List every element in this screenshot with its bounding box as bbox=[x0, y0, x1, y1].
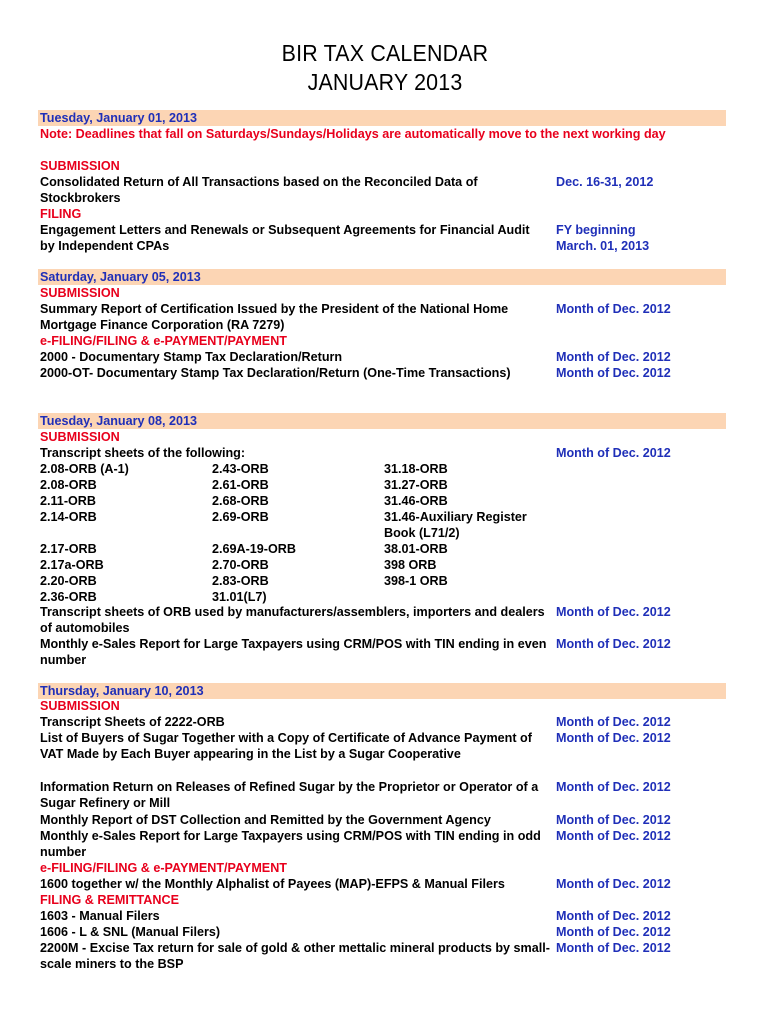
date-heading: Tuesday, January 08, 2013 bbox=[40, 414, 198, 428]
item-text: Sugar Refinery or Mill bbox=[40, 796, 171, 810]
due-period: March. 01, 2013 bbox=[556, 239, 650, 253]
item-text: number bbox=[40, 845, 87, 859]
orb-code: 2.69A-19-ORB bbox=[212, 542, 296, 556]
item-text: 2000 - Documentary Stamp Tax Declaration/Return bbox=[40, 350, 343, 364]
item-text: Engagement Letters and Renewals or Subsequent Agreements for Financial Audit bbox=[40, 223, 530, 237]
item-text: Stockbrokers bbox=[40, 191, 121, 205]
item-text: of automobiles bbox=[40, 621, 130, 635]
item-text: 2200M - Excise Tax return for sale of gold & other mettalic mineral products by small- bbox=[40, 941, 550, 955]
item-text: Transcript Sheets of 2222-ORB bbox=[40, 715, 225, 729]
item-text: Monthly e-Sales Report for Large Taxpayers using CRM/POS with TIN ending in even bbox=[40, 637, 547, 651]
due-period: Month of Dec. 2012 bbox=[556, 366, 671, 380]
due-period: Dec. 16-31, 2012 bbox=[556, 175, 654, 189]
item-text: Monthly e-Sales Report for Large Taxpayers using CRM/POS with TIN ending in odd bbox=[40, 829, 541, 843]
deadline-note: Note: Deadlines that fall on Saturdays/Sundays/Holidays are automatically move to the next working day bbox=[40, 127, 666, 141]
orb-code: 2.20-ORB bbox=[40, 574, 97, 588]
category-efiling: e-FILING/FILING & e-PAYMENT/PAYMENT bbox=[40, 334, 287, 348]
orb-code: 2.11-ORB bbox=[40, 494, 96, 508]
orb-code: 2.83-ORB bbox=[212, 574, 269, 588]
orb-code: 2.14-ORB bbox=[40, 510, 97, 524]
item-text: 1600 together w/ the Monthly Alphalist of Payees (MAP)-EFPS & Manual Filers bbox=[40, 877, 505, 891]
category-efiling: e-FILING/FILING & e-PAYMENT/PAYMENT bbox=[40, 861, 287, 875]
orb-code: 2.17a-ORB bbox=[40, 558, 104, 572]
item-text: scale miners to the BSP bbox=[40, 957, 184, 971]
orb-code: 2.43-ORB bbox=[212, 462, 269, 476]
due-period: Month of Dec. 2012 bbox=[556, 813, 671, 827]
due-period: Month of Dec. 2012 bbox=[556, 780, 671, 794]
category-submission: SUBMISSION bbox=[40, 159, 120, 173]
orb-code: 398 ORB bbox=[384, 558, 437, 572]
item-text: 2000-OT- Documentary Stamp Tax Declaration/Return (One-Time Transactions) bbox=[40, 366, 511, 380]
category-filing: FILING bbox=[40, 207, 82, 221]
due-period: Month of Dec. 2012 bbox=[556, 925, 671, 939]
orb-code: 2.61-ORB bbox=[212, 478, 269, 492]
date-heading: Thursday, January 10, 2013 bbox=[40, 684, 204, 698]
item-text: Consolidated Return of All Transactions based on the Reconciled Data of bbox=[40, 175, 478, 189]
orb-code: 2.70-ORB bbox=[212, 558, 269, 572]
due-period: Month of Dec. 2012 bbox=[556, 877, 671, 891]
category-submission: SUBMISSION bbox=[40, 430, 120, 444]
orb-code: Book (L71/2) bbox=[384, 526, 460, 540]
item-text: 1603 - Manual Filers bbox=[40, 909, 160, 923]
category-filing-remittance: FILING & REMITTANCE bbox=[40, 893, 179, 907]
due-period: FY beginning bbox=[556, 223, 636, 237]
item-text: List of Buyers of Sugar Together with a Copy of Certificate of Advance Payment of bbox=[40, 731, 532, 745]
orb-code: 31.46-ORB bbox=[384, 494, 448, 508]
due-period: Month of Dec. 2012 bbox=[556, 909, 671, 923]
due-period: Month of Dec. 2012 bbox=[556, 605, 671, 619]
due-period: Month of Dec. 2012 bbox=[556, 715, 671, 729]
item-text: Transcript sheets of ORB used by manufacturers/assemblers, importers and dealers bbox=[40, 605, 545, 619]
item-text: Mortgage Finance Corporation (RA 7279) bbox=[40, 318, 285, 332]
due-period: Month of Dec. 2012 bbox=[556, 446, 671, 460]
orb-code: 2.36-ORB bbox=[40, 590, 97, 604]
date-heading: Saturday, January 05, 2013 bbox=[40, 270, 201, 284]
due-period: Month of Dec. 2012 bbox=[556, 302, 671, 316]
item-text: Information Return on Releases of Refined Sugar by the Proprietor or Operator of a bbox=[40, 780, 539, 794]
orb-code: 398-1 ORB bbox=[384, 574, 448, 588]
due-period: Month of Dec. 2012 bbox=[556, 731, 671, 745]
item-text: number bbox=[40, 653, 87, 667]
page-subtitle: JANUARY 2013 bbox=[307, 69, 463, 95]
date-heading: Tuesday, January 01, 2013 bbox=[40, 111, 198, 125]
orb-code: 31.01(L7) bbox=[212, 590, 267, 604]
orb-code: 31.27-ORB bbox=[384, 478, 448, 492]
orb-code: 2.08-ORB bbox=[40, 478, 97, 492]
item-text: Transcript sheets of the following: bbox=[40, 446, 246, 460]
category-submission: SUBMISSION bbox=[40, 699, 120, 713]
item-text: by Independent CPAs bbox=[40, 239, 170, 253]
orb-code: 31.46-Auxiliary Register bbox=[384, 510, 527, 524]
orb-code: 2.17-ORB bbox=[40, 542, 97, 556]
due-period: Month of Dec. 2012 bbox=[556, 941, 671, 955]
orb-code: 2.69-ORB bbox=[212, 510, 269, 524]
item-text: Monthly Report of DST Collection and Remitted by the Government Agency bbox=[40, 813, 491, 827]
due-period: Month of Dec. 2012 bbox=[556, 350, 671, 364]
page-title: BIR TAX CALENDAR bbox=[281, 40, 489, 66]
category-submission: SUBMISSION bbox=[40, 286, 120, 300]
due-period: Month of Dec. 2012 bbox=[556, 829, 671, 843]
item-text: 1606 - L & SNL (Manual Filers) bbox=[40, 925, 221, 939]
item-text: Summary Report of Certification Issued by the President of the National Home bbox=[40, 302, 509, 316]
orb-code: 38.01-ORB bbox=[384, 542, 448, 556]
orb-code: 2.68-ORB bbox=[212, 494, 269, 508]
orb-code: 2.08-ORB (A-1) bbox=[40, 462, 129, 476]
item-text: VAT Made by Each Buyer appearing in the List by a Sugar Cooperative bbox=[40, 747, 461, 761]
orb-code: 31.18-ORB bbox=[384, 462, 448, 476]
due-period: Month of Dec. 2012 bbox=[556, 637, 671, 651]
